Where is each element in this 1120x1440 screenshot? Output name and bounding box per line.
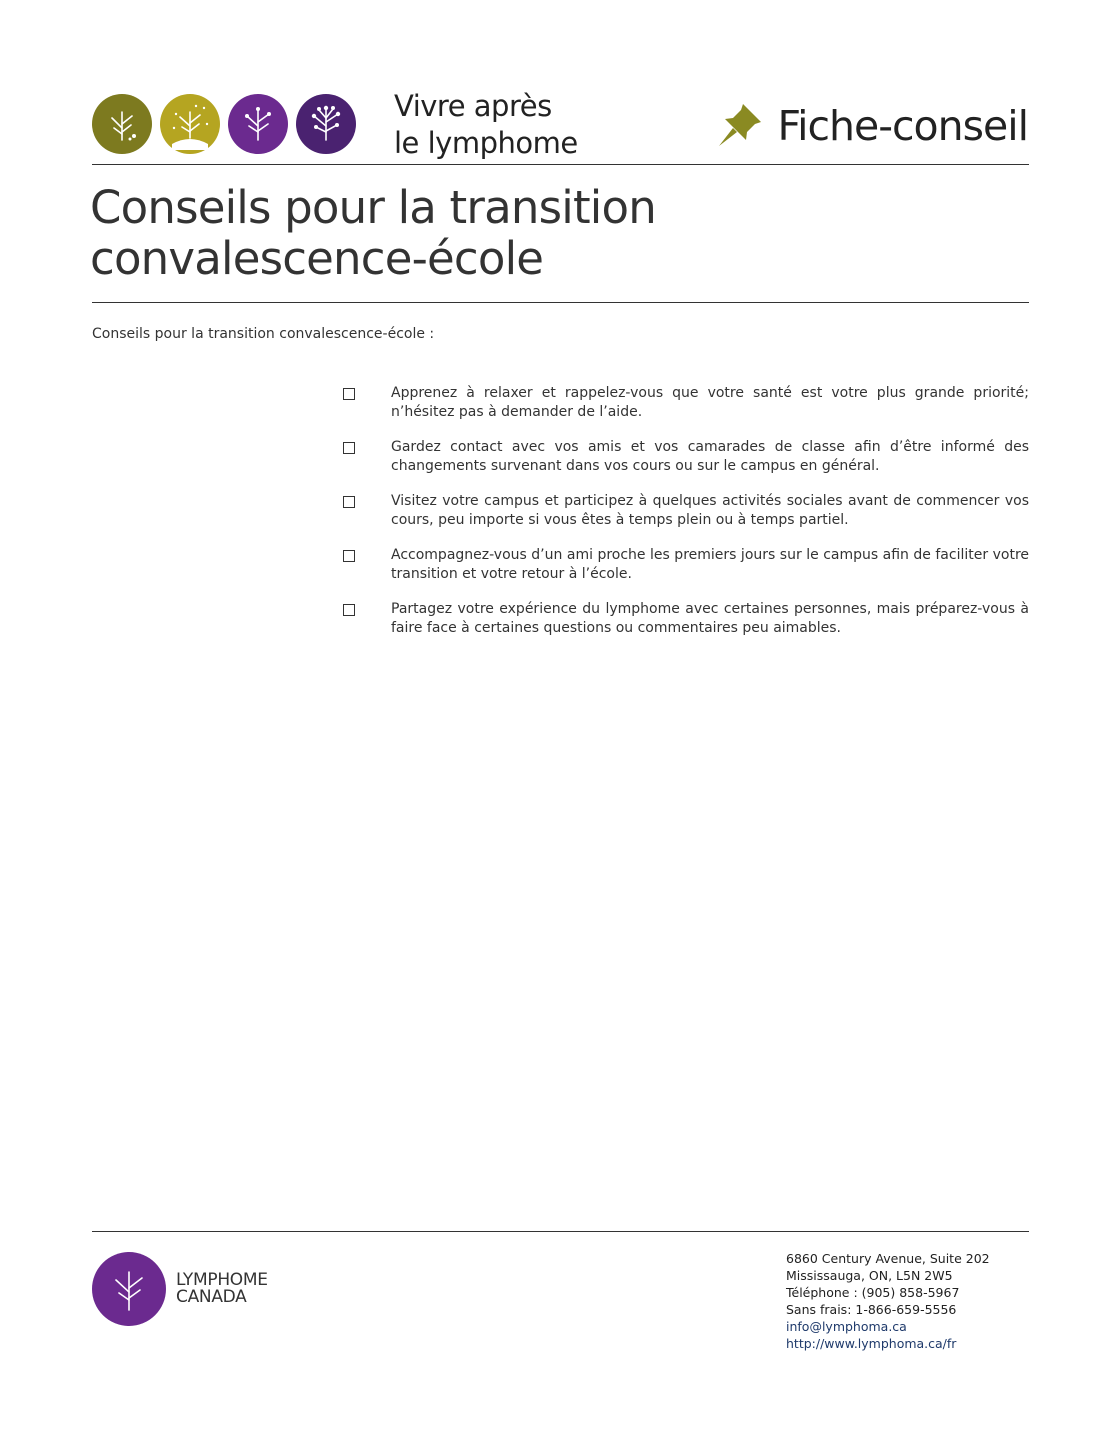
address-line2: Mississauga, ON, L5N 2W5 <box>786 1268 953 1283</box>
website-link[interactable]: http://www.lymphoma.ca/fr <box>786 1336 957 1351</box>
page-title-line1: Conseils pour la transition <box>90 181 656 234</box>
header-emblems <box>92 94 356 154</box>
list-item <box>343 600 1029 638</box>
toll-free: Sans frais: 1-866-659-5556 <box>786 1302 957 1317</box>
logo-line2: CANADA <box>176 1287 247 1307</box>
lymphome-canada-logo <box>92 1252 268 1326</box>
page-title-line2: convalescence-école <box>90 232 544 285</box>
tips-list <box>343 384 1029 654</box>
list-item <box>343 438 1029 476</box>
logo-line1: LYMPHOME <box>176 1270 268 1290</box>
address-line1: 6860 Century Avenue, Suite 202 <box>786 1251 990 1266</box>
budding-tree-icon <box>228 94 288 154</box>
tip-text: Accompagnez-vous d’un ami proche les premiers jours sur le campus afin de faciliter votre transition et votre retour à l’école. <box>391 547 1029 582</box>
series-title-line2: le lymphome <box>394 126 578 160</box>
checkbox[interactable] <box>343 388 355 400</box>
intro-text: Conseils pour la transition convalescence-école : <box>92 326 435 342</box>
header-divider <box>92 164 1029 165</box>
page-title <box>90 182 656 284</box>
tree-emblem-purple <box>228 94 288 154</box>
tip-text: Gardez contact avec vos amis et vos camarades de classe afin d’être informé des changements survenant dans vos cours ou sur le campus en général. <box>391 439 1029 474</box>
series-title <box>394 88 578 162</box>
badge-label: Fiche-conseil <box>777 102 1028 150</box>
logo-tree-icon <box>92 1252 166 1326</box>
list-item <box>343 492 1029 530</box>
fiche-conseil-badge <box>713 100 1028 152</box>
checkbox[interactable] <box>343 442 355 454</box>
tree-icon <box>92 94 152 154</box>
pushpin-icon <box>713 100 765 152</box>
tree-emblem-gold <box>160 94 220 154</box>
snowy-tree-icon <box>160 94 220 154</box>
list-item <box>343 546 1029 584</box>
series-title-line1: Vivre après <box>394 89 552 123</box>
email-link[interactable]: info@lymphoma.ca <box>786 1319 907 1334</box>
blooming-tree-icon <box>296 94 356 154</box>
contact-block <box>786 1250 990 1352</box>
checkbox[interactable] <box>343 496 355 508</box>
tip-text: Apprenez à relaxer et rappelez-vous que votre santé est votre plus grande priorité; n’hésitez pas à demander de l’aide. <box>391 385 1029 420</box>
tree-emblem-olive <box>92 94 152 154</box>
list-item <box>343 384 1029 422</box>
logo-wordmark <box>176 1272 268 1306</box>
tip-text: Visitez votre campus et participez à quelques activités sociales avant de commencer vos cours, peu importe si vous êtes à temps plein ou à temps partiel. <box>391 493 1029 528</box>
footer-divider <box>92 1231 1029 1232</box>
phone: Téléphone : (905) 858-5967 <box>786 1285 960 1300</box>
title-divider <box>92 302 1029 303</box>
tip-text: Partagez votre expérience du lymphome avec certaines personnes, mais préparez-vous à faire face à certaines questions ou commentaires peu aimables. <box>391 601 1029 636</box>
checkbox[interactable] <box>343 550 355 562</box>
checkbox[interactable] <box>343 604 355 616</box>
tree-emblem-dark-purple <box>296 94 356 154</box>
